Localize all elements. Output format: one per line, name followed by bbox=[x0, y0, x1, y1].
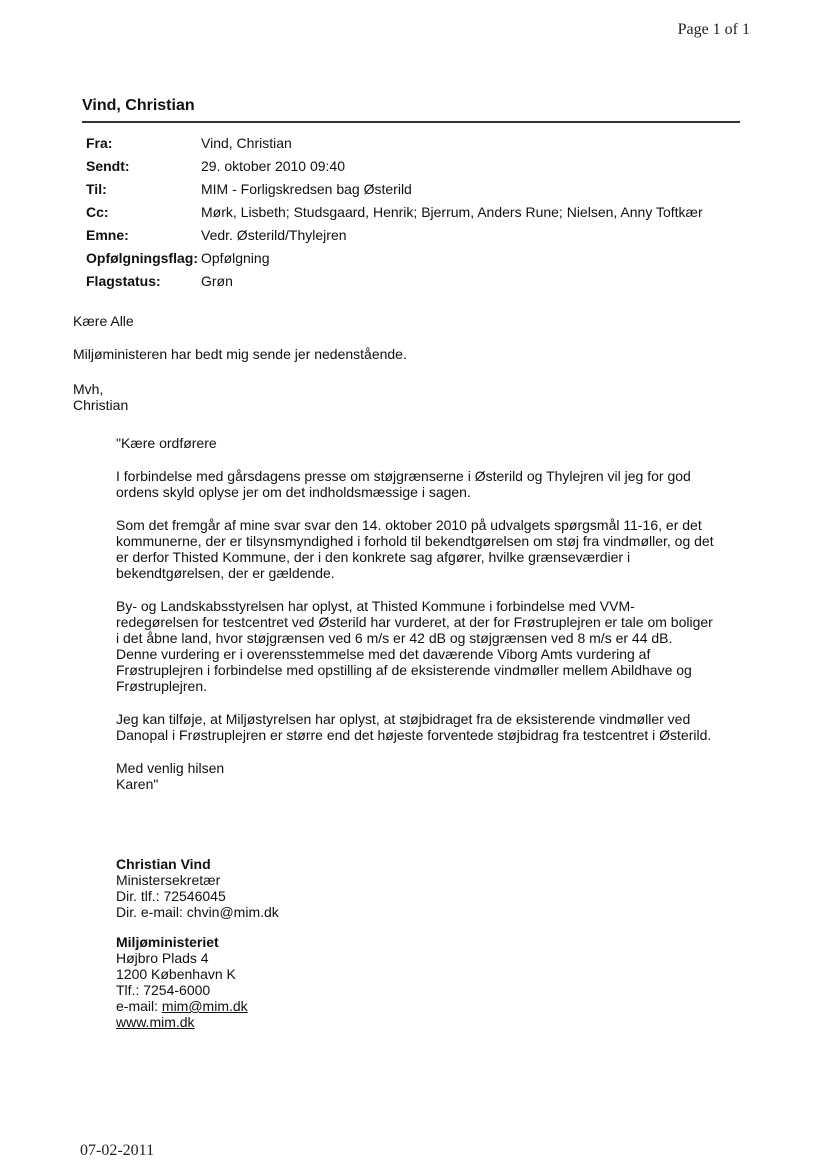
signature-role: Ministersekretær bbox=[116, 872, 221, 888]
organization-email-label: e-mail: bbox=[116, 998, 162, 1014]
organization-email-link[interactable]: mim@mim.dk bbox=[161, 998, 248, 1014]
header-row-flag-status bbox=[86, 273, 703, 296]
header-label: Opfølgningsflag: bbox=[86, 250, 198, 266]
greeting: Kære Alle bbox=[73, 313, 134, 329]
letter-sign-off: Med venlig hilsen bbox=[116, 760, 225, 776]
header-value: MIM - Forligskredsen bag Østerild bbox=[201, 181, 412, 197]
organization-website-link[interactable]: www.mim.dk bbox=[116, 1014, 195, 1030]
header-value: Vind, Christian bbox=[201, 135, 292, 151]
quoted-letter bbox=[116, 435, 716, 792]
letter-salutation: "Kære ordførere bbox=[116, 435, 217, 451]
header-value: Opfølgning bbox=[201, 250, 270, 266]
header-label: Fra: bbox=[86, 135, 113, 151]
header-label: Cc: bbox=[86, 204, 109, 220]
letter-paragraph: I forbindelse med gårsdagens presse om støjgrænserne i Østerild og Thylejren vil jeg for god ordens skyld oplyse jer om det indholdsmæssige i sagen. bbox=[116, 468, 691, 500]
organization-block bbox=[116, 934, 248, 1030]
closing-name: Christian bbox=[73, 397, 129, 413]
letter-paragraph: Som det fremgår af mine svar svar den 14. oktober 2010 på udvalgets spørgsmål 11-16, er det kommunerne, der er tilsynsmyndighed i forhold til bekendtgørelsen om støj fra vindmøller, og det er derfor Thisted Kommune, der i den konkrete sag afgører, hvilke grænseværdier i bekendtgørelsen, der er gældende. bbox=[116, 517, 714, 581]
signature-email: Dir. e-mail: chvin@mim.dk bbox=[116, 904, 279, 920]
organization-address-street: Højbro Plads 4 bbox=[116, 950, 209, 966]
sender-title: Vind, Christian bbox=[82, 97, 195, 114]
header-divider bbox=[82, 121, 740, 123]
letter-paragraph: Jeg kan tilføje, at Miljøstyrelsen har oplyst, at støjbidraget fra de eksisterende vindmøller ved Danopal i Frøstruplejren er større end det højeste forventede støjbidrag fra testcentret i Østerild. bbox=[116, 711, 712, 743]
letter-signer: Karen" bbox=[116, 776, 159, 792]
header-label: Til: bbox=[86, 181, 107, 197]
page-number: Page 1 of 1 bbox=[677, 21, 750, 38]
header-row-sent bbox=[86, 158, 703, 181]
header-row-subject bbox=[86, 227, 703, 250]
signature-name: Christian Vind bbox=[116, 856, 211, 872]
signature-block bbox=[116, 856, 279, 920]
header-row-to bbox=[86, 181, 703, 204]
header-value: Mørk, Lisbeth; Studsgaard, Henrik; Bjerrum, Anders Rune; Nielsen, Anny Toftkær bbox=[201, 204, 703, 220]
header-label: Flagstatus: bbox=[86, 273, 161, 289]
closing-line: Mvh, bbox=[73, 381, 104, 397]
header-row-cc bbox=[86, 204, 703, 227]
closing bbox=[73, 381, 128, 413]
organization-phone: Tlf.: 7254-6000 bbox=[116, 982, 211, 998]
footer-date: 07-02-2011 bbox=[80, 1142, 155, 1159]
header-row-from bbox=[86, 135, 703, 158]
letter-paragraph: By- og Landskabsstyrelsen har oplyst, at Thisted Kommune i forbindelse med VVM-redegørelsen for testcentret ved Østerild har vurderet, at der for Frøstruplejren er tale om boliger i det åbne land, hvor støjgrænsen ved 6 m/s er 42 dB og støjgrænsen ved 8 m/s er 44 dB. Denne vurdering er i overensstemmelse med det daværende Viborg Amts vurdering af Frøstruplejren i forbindelse med opstilling af de eksisterende vindmøller mellem Abildhave og Frøstruplejren. bbox=[116, 598, 713, 694]
email-header-table bbox=[86, 135, 703, 296]
header-value: Grøn bbox=[201, 273, 233, 289]
intro-text: Miljøministeren har bedt mig sende jer nedenstående. bbox=[73, 346, 407, 362]
header-label: Sendt: bbox=[86, 158, 130, 174]
organization-email-line bbox=[116, 998, 248, 1014]
organization-address-city: 1200 København K bbox=[116, 966, 236, 982]
header-row-followup-flag bbox=[86, 250, 703, 273]
signature-phone: Dir. tlf.: 72546045 bbox=[116, 888, 226, 904]
header-value: Vedr. Østerild/Thylejren bbox=[201, 227, 347, 243]
organization-name: Miljøministeriet bbox=[116, 934, 219, 950]
header-label: Emne: bbox=[86, 227, 129, 243]
header-value: 29. oktober 2010 09:40 bbox=[201, 158, 346, 174]
